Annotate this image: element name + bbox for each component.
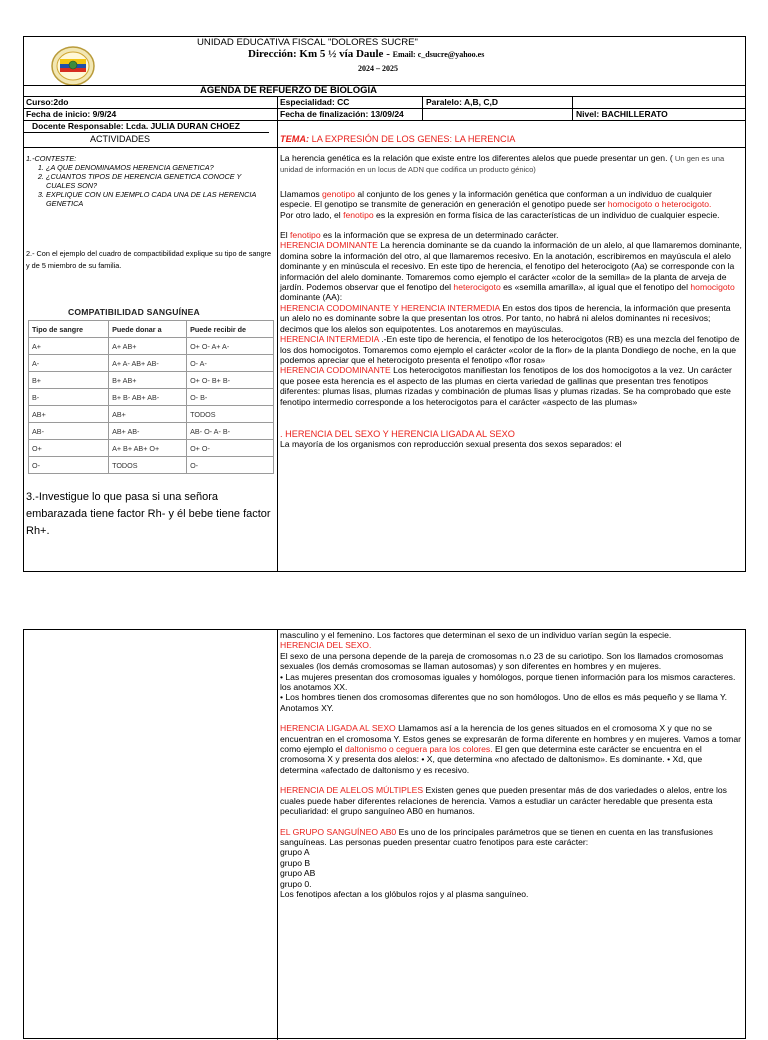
actividades-header: ACTIVIDADES bbox=[90, 134, 151, 144]
paragraph-intro: La herencia genética es la relación que existe entre los diferentes alelos que puede presentar un gen. ( Un gen es una unidad de información en un locus de ADN que codifica un producto génico) bbox=[280, 153, 725, 175]
page-2 bbox=[23, 629, 746, 1039]
fecha-fin-label: Fecha de finalización: 13/09/24 bbox=[280, 109, 404, 119]
paragraph-alelos-multiples: HERENCIA DE ALELOS MÚLTIPLES Existen genes que pueden presentar más de dos variedades o alelos, entre los cuales puede haber diferentes relaciones de herencia. Vamos a estudiar un carácter heredable que presenta esta peculiaridad: el grupo sanguíneo AB0 en humanos. bbox=[280, 785, 727, 817]
table-header: Puede recibir de bbox=[187, 321, 274, 338]
table-header: Puede donar a bbox=[109, 321, 187, 338]
table-row: AB+ AB+ TODOS bbox=[29, 406, 274, 423]
paragraph-ligada-sexo: HERENCIA LIGADA AL SEXO Llamamos así a la herencia de los genes situados en el cromosoma X y que no se encuentran en el cromosoma Y. Estos genes se expresarán de forma diferente en hombres y en mujeres. Vamos a tomar como ejemplo el daltonismo o ceguera para los colores. El gen que determina este carácter se encuentra en el cromosoma X y presenta dos alelos: • X, que determina «no afectado de daltonismo». Es dominante. • Xd, que determina «afectado de daltonismo y es recesivo. bbox=[280, 723, 741, 775]
activity-q1-item: 3. EXPLIQUE CON UN EJEMPLO CADA UNA DE LAS HERENCIA GENETICA bbox=[46, 190, 272, 208]
blood-compatibility-table bbox=[28, 320, 274, 474]
paragraph-continuation: masculino y el femenino. Los factores que determinan el sexo de un individuo varían según la especie. bbox=[280, 630, 672, 640]
table-row: B- B+ B- AB+ AB- O- B- bbox=[29, 389, 274, 406]
activity-q2: 2.- Con el ejemplo del cuadro de compactibilidad explique su tipo de sangre y de 5 miembro de su familia. bbox=[26, 249, 272, 270]
section-title-herencia-sexo: HERENCIA DEL SEXO. bbox=[280, 640, 372, 651]
school-name: UNIDAD EDUCATIVA FISCAL "DOLORES SUCRE" bbox=[197, 37, 418, 48]
curso-label: Curso:2do bbox=[26, 97, 69, 107]
paragraph-fenotipo: Por otro lado, el fenotipo es la expresión en forma física de las características de un individuo de cualquier especie. bbox=[280, 209, 720, 220]
list-item: grupo A bbox=[280, 847, 310, 858]
agenda-title: AGENDA DE REFUERZO DE BIOLOGIA bbox=[200, 85, 377, 96]
list-item: grupo AB bbox=[280, 868, 316, 879]
school-address: Dirección: Km 5 ½ vía Daule - Email: c_dsucre@yahoo.es bbox=[248, 48, 485, 60]
tema-header: TEMA: LA EXPRESIÓN DE LOS GENES: LA HERENCIA bbox=[280, 134, 516, 144]
school-logo-icon bbox=[51, 44, 95, 88]
activity-q1-item: 1. ¿A QUE DENOMINAMOS HERENCIA GENETICA? bbox=[46, 163, 272, 172]
docente-label: Docente Responsable: Lcda. JULIA DURAN CHOEZ bbox=[32, 121, 240, 131]
nivel-label: Nivel: BACHILLERATO bbox=[576, 109, 668, 119]
paragraph-genotipo: Llamamos genotipo al conjunto de los genes y la información genética que conforman a un individuo de cualquier especie. El genotipo se transmite de generación en generación el genotipo puede ser homocigoto o heterocigoto. bbox=[280, 188, 712, 210]
fecha-inicio-label: Fecha de inicio: 9/9/24 bbox=[26, 109, 117, 119]
page-1 bbox=[23, 36, 746, 572]
section-title-sexo: . HERENCIA DEL SEXO Y HERENCIA LIGADA AL SEXO bbox=[280, 428, 515, 439]
paragraph-fenotipo-2: El fenotipo es la información que se expresa de un determinado carácter. bbox=[280, 230, 559, 241]
paragraph-dominante: HERENCIA DOMINANTE La herencia dominante se da cuando la información de un alelo, al que llamaremos dominante, domina sobre la información del otro, al que llamaremos recesivo. En la anotación, escribiremos en mayúscula el alelo dominante y en minúscula el recesivo. En este tipo de herencia, el fenotipo del heterocigoto (Aa) se corresponde con la información del alelo dominante. Tomaremos como ejemplo el carácter «color de la semilla» de la planta de arveja de jardín. Podemos observar que el fenotipo del heterocigoto es «semilla amarilla», al igual que el fenotipo del homocigoto dominante (AA): bbox=[280, 240, 742, 303]
school-year: 2024 – 2025 bbox=[358, 64, 398, 73]
paragraph-sexo-intro: La mayoría de los organismos con reproducción sexual presenta dos sexos separados: el bbox=[280, 439, 622, 450]
paragraph-codominante: HERENCIA CODOMINANTE Los heterocigotos manifiestan los fenotipos de los dos homocigotos a la vez. Un carácter que posee esta herencia es el aspecto de las plumas en cierta variedad de gallinas que presentan tres fenotipos diferentes: plumas lisas, plumas rizadas y combinación de plumas lisas y plumas rizadas. Se ha comprobado que este fenotipo intermedio corresponde a los heterocigotos para el carácter «aspecto de las plumas» bbox=[280, 365, 732, 407]
paragraph-codominante-intermedia: HERENCIA CODOMINANTE Y HERENCIA INTERMEDIA En estos dos tipos de herencia, la información que presenta un alelo no es dominante sobre la que presentan los otros. Por tanto, no habrá ni alelos dominantes ni recesivos; decimos que los alelos son equipotentes. Los anotaremos en mayúsculas. bbox=[280, 302, 731, 334]
table-row: B+ B+ AB+ O+ O- B+ B- bbox=[29, 372, 274, 389]
paragraph-hombres: • Los hombres tienen dos cromosomas diferentes que no son homólogos. Uno de ellos es más pequeño y se llama Y. Anotamos XY. bbox=[280, 692, 727, 713]
table-row: O+ A+ B+ AB+ O+ O+ O- bbox=[29, 440, 274, 457]
activity-q1-item: 2. ¿CUANTOS TIPOS DE HERENCIA GENETICA CONOCE Y CUALES SON? bbox=[46, 172, 272, 190]
table-row: O- TODOS O- bbox=[29, 457, 274, 474]
paralelo-label: Paralelo: A,B, C,D bbox=[426, 97, 498, 107]
blood-table-title: COMPATIBILIDAD SANGUÍNEA bbox=[68, 307, 200, 317]
activity-q1: 1.-CONTESTE: 1. ¿A QUE DENOMINAMOS HERENCIA GENETICA? 2. ¿CUANTOS TIPOS DE HERENCIA GENETICA CONOCE Y CUALES SON? 3. EXPLIQUE CON UN EJEMPLO CADA UNA DE LAS HERENCIA GENETICA bbox=[26, 154, 272, 208]
paragraph-grupo-ab0: EL GRUPO SANGUÍNEO AB0 Es uno de los principales parámetros que se tienen en cuenta en las transfusiones sanguíneas. Las personas pueden presentar cuatro fenotipos para este carácter: bbox=[280, 826, 713, 847]
table-header: Tipo de sangre bbox=[29, 321, 109, 338]
paragraph-herencia-sexo: El sexo de una persona depende de la pareja de cromosomas n.o 23 de su cariotipo. Son los llamados cromosomas sexuales (los demás cromosomas se llaman autosomas) y son diferentes en hombres y en mujeres. bbox=[280, 650, 724, 672]
paragraph-closing: Los fenotipos afectan a los glóbulos rojos y al plasma sanguíneo. bbox=[280, 888, 529, 899]
content-column-2 bbox=[280, 630, 742, 899]
table-row: A- A+ A- AB+ AB- O- A- bbox=[29, 355, 274, 372]
especialidad-label: Especialidad: CC bbox=[280, 97, 350, 107]
activity-q3: 3.-Investigue lo que pasa si una señora embarazada tiene factor Rh- y él bebe tiene factor Rh+. bbox=[26, 491, 271, 537]
list-item: grupo 0. bbox=[280, 878, 312, 889]
paragraph-intermedia: HERENCIA INTERMEDIA .-En este tipo de herencia, el fenotipo de los heterocigotos (RB) es una mezcla del fenotipo de los dos homocigotos. Tomaremos como ejemplo el carácter «color de la flor» de la planta Dondiego de noche, en la que podemos apreciar que el heterocigoto presenta el fenotipo «flor rosa» bbox=[280, 334, 740, 365]
paragraph-mujeres: • Las mujeres presentan dos cromosomas iguales y homólogos, porque tienen información para los mismos caracteres. los anotamos XX. bbox=[280, 671, 736, 693]
content-column-1 bbox=[280, 153, 742, 450]
table-row: AB- AB+ AB- AB- O- A- B- bbox=[29, 423, 274, 440]
list-item: grupo B bbox=[280, 857, 311, 868]
table-row: A+ A+ AB+ O+ O- A+ A- bbox=[29, 338, 274, 355]
